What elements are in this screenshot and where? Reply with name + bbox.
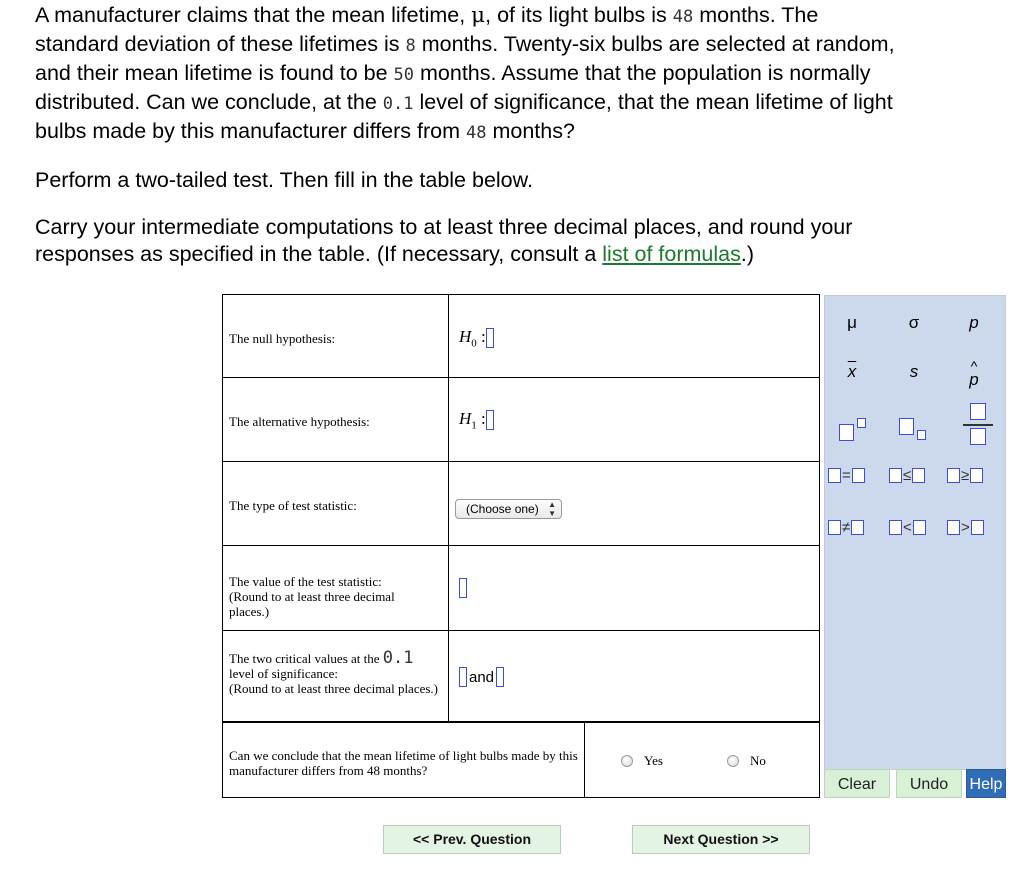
test-statistic-value-input[interactable] (459, 578, 467, 598)
row-null-hypothesis (223, 295, 819, 378)
no-radio[interactable] (727, 755, 739, 767)
equals-button[interactable]: = (828, 467, 865, 484)
subscript-button[interactable] (899, 418, 931, 442)
std-dev: 8 (405, 36, 416, 56)
p-palette-button[interactable]: p (969, 313, 979, 332)
critical-value-lower-input[interactable] (459, 667, 467, 687)
alternative-hypothesis-input[interactable] (486, 410, 494, 430)
alternative-hypothesis-label: The alternative hypothesis: (229, 414, 370, 429)
clear-button[interactable]: Clear (824, 769, 890, 798)
answer-table (222, 294, 820, 798)
xbar-palette-button[interactable]: $\overline{x}$ (847, 362, 857, 381)
superscript-button[interactable] (839, 418, 867, 442)
critical-alpha: 0.1 (382, 648, 414, 668)
row-critical-values (223, 631, 819, 722)
claimed-mean-repeat: 48 (466, 123, 487, 143)
greater-equal-button[interactable]: ≥ (947, 467, 983, 484)
mu-palette-button[interactable]: μ (847, 313, 857, 332)
row-test-statistic-type (223, 462, 819, 546)
formulas-link[interactable]: list of formulas (602, 242, 741, 266)
conclusion-divider (584, 723, 585, 798)
s-palette-button[interactable]: s (909, 362, 919, 381)
fraction-button[interactable] (963, 403, 993, 447)
fraction-bar-icon (963, 424, 993, 426)
null-hypothesis-label: The null hypothesis: (229, 331, 336, 346)
row-conclusion (223, 722, 819, 798)
test-statistic-type-label: The type of test statistic: (229, 498, 357, 513)
yes-radio[interactable] (621, 755, 633, 767)
phat-palette-button[interactable]: ^ p (949, 362, 999, 390)
test-statistic-value-answer (459, 577, 467, 598)
base-box-icon (839, 424, 854, 441)
next-question-button[interactable]: Next Question >> (632, 825, 810, 854)
denominator-box-icon (970, 428, 986, 445)
row-alternative-hypothesis (223, 378, 819, 462)
symbol-palette (824, 295, 1006, 770)
no-label: No (750, 753, 766, 768)
subscript-box-icon (917, 430, 926, 440)
greater-than-button[interactable]: > (947, 519, 984, 536)
problem-paragraph-1: A manufacturer claims that the mean lifetime, μ, of its light bulbs is 48 months. The standard deviation of these lifetimes is 8 months. Twenty-six bulbs are selected at random, and their mean lifetime is found to be 50 months. Assume that the population is normally distributed. Can we conclude, at the 0.1 level of significance, that the mean lifetime of light bulbs made by this manufacturer differs from 48 months? (35, 3, 895, 143)
problem-paragraph-2: Perform a two-tailed test. Then fill in the table below. (35, 168, 533, 192)
superscript-box-icon (857, 418, 866, 428)
help-button[interactable]: Help (966, 769, 1006, 798)
problem-paragraph-3: Carry your intermediate computations to at least three decimal places, and round your responses as specified in the table. (If necessary, consult a list of formulas.) (35, 215, 853, 266)
claimed-mean: 48 (672, 7, 694, 27)
sample-mean: 50 (393, 65, 415, 85)
undo-button[interactable]: Undo (896, 769, 962, 798)
problem-text (35, 2, 895, 268)
alpha-level: 0.1 (382, 94, 414, 114)
mu-symbol: μ (471, 3, 486, 28)
critical-values-label: The two critical values at the 0.1 level of significance: (Round to at least three decimal places.) (229, 648, 439, 696)
critical-value-upper-input[interactable] (496, 667, 504, 687)
null-hypothesis-answer: $H_0$ : (459, 327, 494, 349)
row-test-statistic-value (223, 546, 819, 631)
sigma-palette-button[interactable]: σ (908, 313, 920, 332)
base-box-icon (899, 418, 914, 435)
yes-label: Yes (644, 753, 663, 768)
null-hypothesis-input[interactable] (486, 328, 494, 348)
not-equal-button[interactable]: ≠ (828, 519, 864, 536)
prev-question-button[interactable]: << Prev. Question (383, 825, 561, 854)
less-equal-button[interactable]: ≤ (889, 467, 925, 484)
less-than-button[interactable]: < (889, 519, 926, 536)
conclusion-label: Can we conclude that the mean lifetime of light bulbs made by this manufacturer differs from 48 months? (229, 748, 578, 778)
select-arrows-icon: ▲ ▼ (548, 500, 556, 518)
alternative-hypothesis-answer: $H_1$ : (459, 409, 494, 431)
critical-values-answer: and (459, 666, 504, 687)
test-statistic-value-label: The value of the test statistic: (Round to at least three decimal places.) (229, 574, 395, 619)
numerator-box-icon (970, 403, 986, 420)
hat-icon: ^ (970, 358, 978, 374)
test-statistic-type-select[interactable]: (Choose one) ▲ ▼ (455, 499, 562, 519)
